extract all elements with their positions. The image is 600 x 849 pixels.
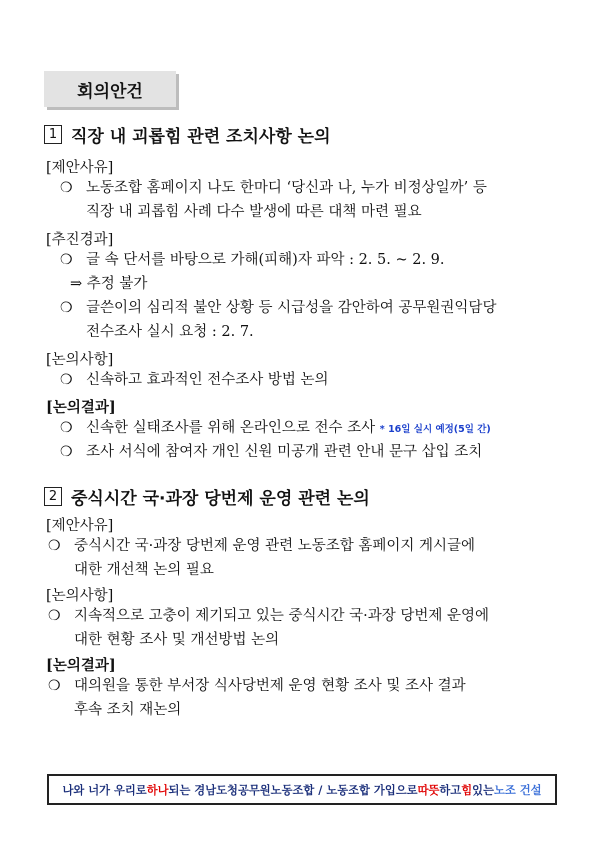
- slogan-part: 하고: [439, 783, 462, 797]
- s1-progress-line-1: 글 속 단서를 바탕으로 가해(피해)자 파악 : 2. 5. ~ 2. 9.: [86, 252, 445, 268]
- bullet-icon: ❍: [60, 372, 73, 388]
- slogan-highlight: 노조 건설: [493, 783, 542, 797]
- bullet-icon: ❍: [60, 420, 73, 436]
- s2-proposal-line-2: 대한 개선책 논의 필요: [74, 562, 214, 578]
- s2-discussion-line-2: 대한 현황 조사 및 개선방법 논의: [74, 632, 280, 648]
- bullet-icon: ❍: [48, 678, 61, 694]
- bullet-icon: ❍: [60, 180, 73, 196]
- s1-label-progress: [추진경과]: [46, 232, 114, 248]
- slogan-highlight: 하나: [146, 783, 169, 797]
- bullet-icon: ❍: [60, 252, 73, 268]
- slogan-part: 나와 너가 우리로: [62, 783, 147, 797]
- slogan-part: 되는 경남도청공무원노동조합 / 노동조합 가입으로: [168, 783, 418, 797]
- s1-result-text: 신속한 실태조사를 위해 온라인으로 전수 조사: [86, 420, 376, 436]
- s2-proposal-line-1: 중식시간 국·과장 당번제 운영 관련 노동조합 홈페이지 게시글에: [74, 538, 476, 554]
- s1-label-proposal: [제안사유]: [46, 160, 114, 176]
- slogan-highlight: 힘: [461, 783, 473, 797]
- bullet-icon: ❍: [48, 608, 61, 624]
- s1-discussion-line-1: 신속하고 효과적인 전수조사 방법 논의: [86, 372, 329, 388]
- bullet-icon: ❍: [60, 300, 73, 316]
- footer-slogan: [47, 774, 557, 805]
- s1-result-line-2: 조사 서식에 참여자 개인 신원 미공개 관련 안내 문구 삽입 조치: [86, 444, 483, 460]
- bullet-icon: ❍: [60, 444, 73, 460]
- s1-progress-line-2: 글쓴이의 심리적 불안 상황 등 시급성을 감안하여 공무원권익담당: [86, 300, 497, 316]
- slogan-part: 있는: [472, 783, 494, 797]
- s1-result-note: * 16일 실시 예정(5일 간): [379, 424, 491, 435]
- s2-label-proposal: [제안사유]: [46, 518, 114, 534]
- s1-progress-arrow-line: ⇒ 추정 불가: [70, 276, 148, 292]
- s1-label-result: [논의결과]: [46, 399, 116, 416]
- s2-discussion-line-1: 지속적으로 고충이 제기되고 있는 중식시간 국·과장 당번제 운영에: [74, 608, 490, 624]
- section-1-number: 1: [44, 125, 62, 144]
- section-1-heading: [44, 122, 331, 147]
- s1-label-discussion: [논의사항]: [46, 352, 114, 368]
- section-2-title: 중식시간 국·과장 당번제 운영 관련 논의: [71, 489, 370, 509]
- section-2-heading: [44, 484, 370, 509]
- s1-progress-line-3: 전수조사 실시 요청 : 2. 7.: [86, 324, 254, 340]
- s1-proposal-line-1: 노동조합 홈페이지 나도 한마디 ‘당신과 나, 누가 비정상일까’ 등: [86, 180, 487, 196]
- slogan-highlight: 따뜻: [417, 783, 440, 797]
- s2-label-discussion: [논의사항]: [46, 588, 114, 604]
- s2-result-line-2: 후속 조치 재논의: [74, 702, 182, 718]
- s2-result-line-1: 대의원을 통한 부서장 식사당번제 운영 현황 조사 및 조사 결과: [74, 678, 466, 694]
- bullet-icon: ❍: [48, 538, 61, 554]
- section-2-number: 2: [44, 487, 62, 506]
- section-1-title: 직장 내 괴롭힘 관련 조치사항 논의: [71, 127, 331, 147]
- s1-result-line-1: [86, 416, 491, 442]
- s1-proposal-line-2: 직장 내 괴롭힘 사례 다수 발생에 따른 대책 마련 필요: [86, 204, 422, 220]
- s2-label-result: [논의결과]: [46, 657, 116, 674]
- page-title: 회의안건: [44, 71, 176, 107]
